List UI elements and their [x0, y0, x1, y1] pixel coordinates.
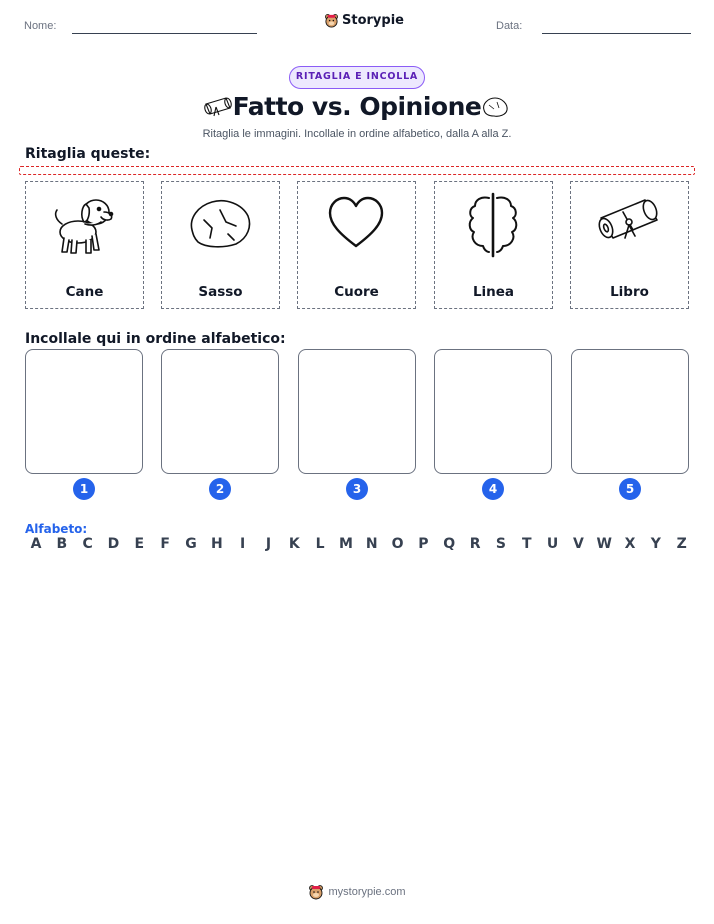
paste-box-5[interactable]	[571, 349, 689, 474]
cut-card-label: Cuore	[334, 284, 379, 300]
date-label: Data:	[496, 20, 523, 32]
cut-section-title: Ritaglia queste:	[25, 146, 151, 162]
alphabet-letter: S	[495, 536, 506, 552]
alphabet-letter: I	[240, 536, 246, 552]
number-badge-3: 3	[346, 478, 368, 500]
alphabet-letter: X	[624, 536, 636, 552]
name-label: Nome:	[24, 20, 57, 32]
dog-icon	[48, 190, 120, 260]
rock-icon	[184, 190, 256, 260]
date-line[interactable]	[542, 33, 691, 34]
alphabet-letter: V	[572, 536, 584, 552]
alphabet-letter: A	[30, 536, 42, 552]
cut-card-libro[interactable]	[570, 181, 689, 309]
alphabet-letter: W	[596, 536, 612, 552]
alphabet-letter: K	[288, 536, 300, 552]
alphabet-letter: P	[418, 536, 429, 552]
alphabet-letter: T	[521, 536, 532, 552]
bear-icon	[308, 884, 324, 900]
rock-doodle-icon	[480, 96, 510, 118]
number-badge-1: 1	[73, 478, 95, 500]
cut-line	[19, 166, 695, 175]
name-line[interactable]	[72, 33, 257, 34]
scroll-icon	[593, 190, 665, 260]
bear-icon	[324, 13, 339, 28]
alphabet-letter: H	[210, 536, 223, 552]
cut-card-label: Libro	[610, 284, 649, 300]
alphabet-letter: O	[391, 536, 404, 552]
alphabet-letter: L	[315, 536, 325, 552]
cut-card-label: Cane	[65, 284, 104, 300]
alphabet-letter: U	[546, 536, 559, 552]
cut-card-sasso[interactable]	[161, 181, 280, 309]
alphabet-letter: C	[82, 536, 93, 552]
cut-card-label: Linea	[472, 284, 515, 300]
alphabet-letter: F	[160, 536, 170, 552]
number-badge-5: 5	[619, 478, 641, 500]
page-title: Fatto vs. Opinione	[232, 92, 482, 121]
instructions: Ritaglia le immagini. Incollale in ordine alfabetico, dalla A alla Z.	[202, 128, 512, 140]
number-badge-4: 4	[482, 478, 504, 500]
alphabet-letter: D	[107, 536, 120, 552]
alphabet-letter: B	[56, 536, 68, 552]
paste-section-title: Incollale qui in ordine alfabetico:	[25, 331, 286, 347]
alphabet-letter: Y	[650, 536, 661, 552]
alphabet-letter: N	[365, 536, 378, 552]
alphabet-letter: J	[265, 536, 272, 552]
alphabet-letter: G	[185, 536, 197, 552]
paste-box-4[interactable]	[434, 349, 552, 474]
cut-card-label: Sasso	[198, 284, 243, 300]
logo-text: Storypie	[342, 13, 404, 28]
footer	[0, 884, 714, 900]
alphabet-title: Alfabeto:	[25, 522, 88, 536]
alphabet-row	[26, 536, 692, 552]
paste-box-2[interactable]	[161, 349, 279, 474]
alphabet-letter: R	[469, 536, 481, 552]
alphabet-letter: Q	[443, 536, 456, 552]
alphabet-letter: M	[338, 536, 353, 552]
storypie-logo	[324, 13, 404, 28]
alphabet-letter: E	[134, 536, 145, 552]
activity-badge: RITAGLIA E INCOLLA	[289, 66, 425, 89]
brain-line-icon	[457, 190, 529, 260]
heart-icon	[320, 190, 392, 260]
cut-card-cuore[interactable]	[297, 181, 416, 309]
cut-card-linea[interactable]	[434, 181, 553, 309]
number-badge-2: 2	[209, 478, 231, 500]
paste-box-1[interactable]	[25, 349, 143, 474]
paste-box-3[interactable]	[298, 349, 416, 474]
footer-link[interactable]: mystorypie.com	[328, 886, 406, 898]
alphabet-letter: Z	[676, 536, 687, 552]
cut-card-cane[interactable]	[25, 181, 144, 309]
